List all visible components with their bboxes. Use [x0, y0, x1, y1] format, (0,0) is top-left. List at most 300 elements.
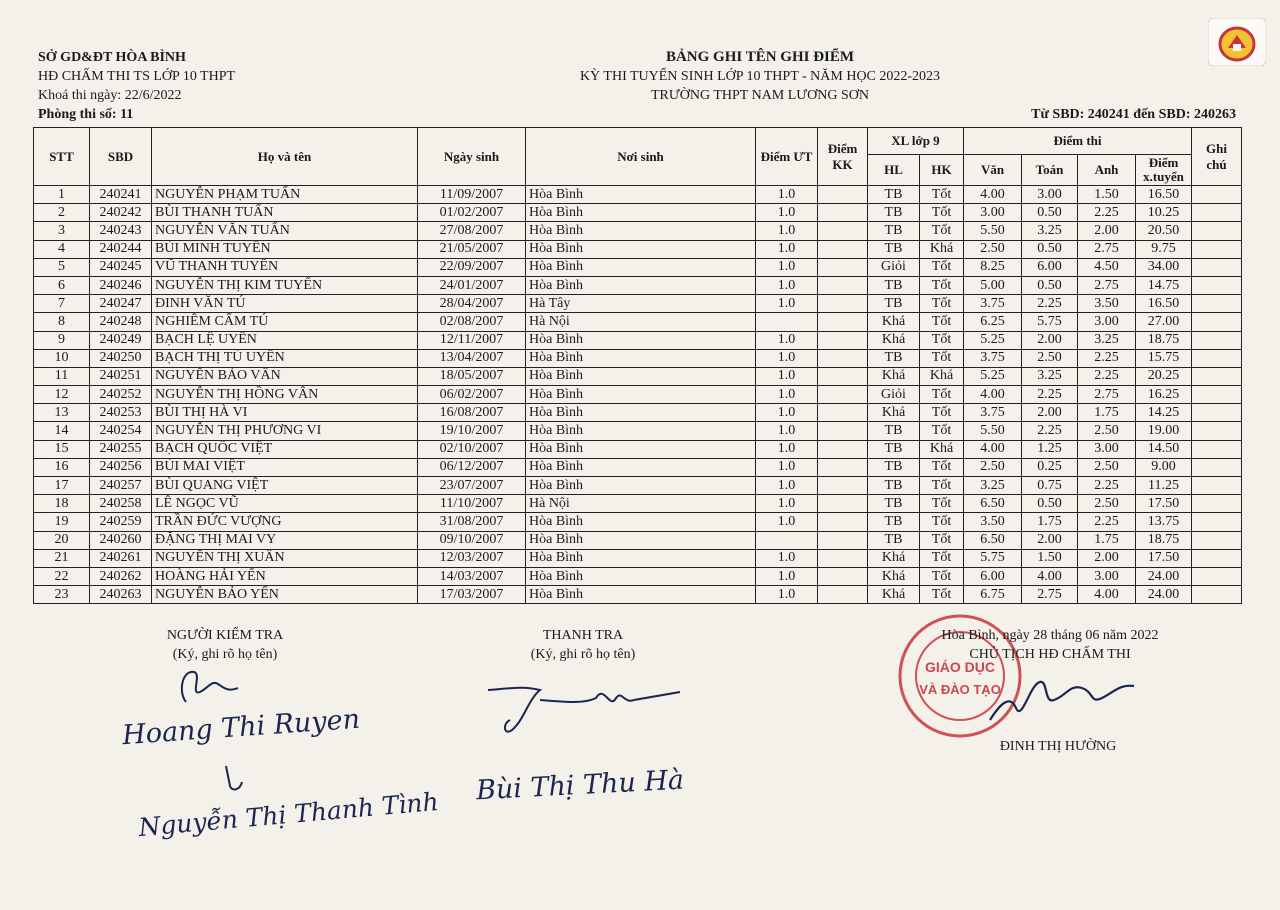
cell-kk — [818, 567, 868, 585]
cell-dob: 11/09/2007 — [418, 186, 526, 204]
cell-toan: 0.50 — [1022, 495, 1078, 513]
cell-anh: 2.25 — [1078, 349, 1136, 367]
cell-ut: 1.0 — [756, 440, 818, 458]
cell-hk: Tốt — [920, 331, 964, 349]
table-row — [34, 458, 1242, 476]
cell-hl: TB — [868, 186, 920, 204]
table-row — [34, 186, 1242, 204]
chair-name: ĐINH THỊ HƯỜNG — [999, 739, 1117, 754]
cell-dob: 13/04/2007 — [418, 349, 526, 367]
cell-van: 5.25 — [964, 367, 1022, 385]
cell-hl: TB — [868, 349, 920, 367]
cell-ut — [756, 531, 818, 549]
cell-kk — [818, 386, 868, 404]
cell-pob: Hà Nội — [526, 313, 756, 331]
cell-sbd: 240255 — [90, 440, 152, 458]
cell-hl: Khá — [868, 367, 920, 385]
cell-toan: 1.25 — [1022, 440, 1078, 458]
cell-sbd: 240258 — [90, 495, 152, 513]
cell-ut: 1.0 — [756, 386, 818, 404]
table-row — [34, 513, 1242, 531]
cell-pob: Hòa Bình — [526, 276, 756, 294]
cell-pob: Hòa Bình — [526, 222, 756, 240]
department-name: SỞ GD&ĐT HÒA BÌNH — [38, 50, 186, 65]
cell-hk: Tốt — [920, 276, 964, 294]
cell-sbd: 240249 — [90, 331, 152, 349]
cell-ghichu — [1192, 313, 1242, 331]
cell-hl: TB — [868, 495, 920, 513]
table-row — [34, 222, 1242, 240]
cell-ut: 1.0 — [756, 258, 818, 276]
cell-stt: 2 — [34, 204, 90, 222]
table-row — [34, 295, 1242, 313]
cell-hl: Khá — [868, 586, 920, 604]
table-row — [34, 422, 1242, 440]
inspector-initial-mark — [484, 680, 684, 740]
cell-sbd: 240245 — [90, 258, 152, 276]
cell-toan: 2.00 — [1022, 404, 1078, 422]
cell-name: HOÀNG HẢI YẾN — [152, 567, 418, 585]
cell-ut: 1.0 — [756, 586, 818, 604]
cell-van: 4.00 — [964, 186, 1022, 204]
cell-hk: Tốt — [920, 222, 964, 240]
cell-dob: 06/02/2007 — [418, 386, 526, 404]
table-row — [34, 386, 1242, 404]
score-table — [33, 127, 1242, 604]
cell-hk: Tốt — [920, 567, 964, 585]
cell-pob: Hòa Bình — [526, 513, 756, 531]
cell-xtuyen: 11.25 — [1136, 477, 1192, 495]
cell-name: NGHIÊM CẨM TÚ — [152, 313, 418, 331]
cell-toan: 0.75 — [1022, 477, 1078, 495]
cell-kk — [818, 186, 868, 204]
cell-anh: 2.75 — [1078, 240, 1136, 258]
cell-dob: 22/09/2007 — [418, 258, 526, 276]
col-sbd: SBD — [90, 128, 152, 186]
cell-hl: TB — [868, 240, 920, 258]
cell-name: BÙI MAI VIỆT — [152, 458, 418, 476]
cell-dob: 02/10/2007 — [418, 440, 526, 458]
cell-ghichu — [1192, 331, 1242, 349]
cell-anh: 4.00 — [1078, 586, 1136, 604]
col-pob: Nơi sinh — [526, 128, 756, 186]
cell-stt: 13 — [34, 404, 90, 422]
cell-hl: TB — [868, 295, 920, 313]
cell-sbd: 240243 — [90, 222, 152, 240]
cell-stt: 5 — [34, 258, 90, 276]
cell-xtuyen: 9.00 — [1136, 458, 1192, 476]
cell-anh: 3.00 — [1078, 567, 1136, 585]
cell-toan: 2.00 — [1022, 531, 1078, 549]
cell-anh: 2.25 — [1078, 367, 1136, 385]
cell-kk — [818, 331, 868, 349]
cell-sbd: 240262 — [90, 567, 152, 585]
cell-stt: 9 — [34, 331, 90, 349]
cell-hl: TB — [868, 477, 920, 495]
table-body — [34, 186, 1242, 604]
cell-ghichu — [1192, 276, 1242, 294]
cell-ut: 1.0 — [756, 549, 818, 567]
cell-sbd: 240260 — [90, 531, 152, 549]
cell-pob: Hòa Bình — [526, 240, 756, 258]
checker-initial-mark-2 — [214, 762, 254, 796]
cell-ut: 1.0 — [756, 513, 818, 531]
cell-toan: 2.25 — [1022, 386, 1078, 404]
cell-van: 5.50 — [964, 422, 1022, 440]
cell-anh: 1.50 — [1078, 186, 1136, 204]
cell-xtuyen: 16.50 — [1136, 186, 1192, 204]
table-row — [34, 567, 1242, 585]
cell-van: 5.25 — [964, 331, 1022, 349]
cell-ghichu — [1192, 477, 1242, 495]
cell-dob: 01/02/2007 — [418, 204, 526, 222]
cell-name: VŨ THANH TUYỀN — [152, 258, 418, 276]
cell-sbd: 240256 — [90, 458, 152, 476]
cell-dob: 12/11/2007 — [418, 331, 526, 349]
cell-name: BÙI THỊ HÀ VI — [152, 404, 418, 422]
col-xtuyen: Điểm x.tuyển — [1136, 155, 1192, 186]
col-xl: XL lớp 9 — [868, 128, 964, 155]
cell-kk — [818, 549, 868, 567]
cell-van: 3.00 — [964, 204, 1022, 222]
cell-name: ĐINH VĂN TÚ — [152, 295, 418, 313]
table-row — [34, 240, 1242, 258]
cell-dob: 27/08/2007 — [418, 222, 526, 240]
cell-stt: 1 — [34, 186, 90, 204]
table-row — [34, 331, 1242, 349]
cell-van: 5.75 — [964, 549, 1022, 567]
school-name: TRƯỜNG THPT NAM LƯƠNG SƠN — [651, 88, 869, 103]
council-name: HĐ CHẤM THI TS LỚP 10 THPT — [38, 69, 236, 84]
cell-xtuyen: 10.25 — [1136, 204, 1192, 222]
cell-name: BẠCH QUỐC VIỆT — [152, 440, 418, 458]
cell-ghichu — [1192, 422, 1242, 440]
cell-kk — [818, 222, 868, 240]
cell-ut: 1.0 — [756, 477, 818, 495]
cell-van: 6.50 — [964, 531, 1022, 549]
cell-toan: 2.50 — [1022, 349, 1078, 367]
cell-kk — [818, 404, 868, 422]
cell-hk: Tốt — [920, 349, 964, 367]
cell-xtuyen: 13.75 — [1136, 513, 1192, 531]
cell-ghichu — [1192, 440, 1242, 458]
cell-dob: 21/05/2007 — [418, 240, 526, 258]
cell-hk: Tốt — [920, 186, 964, 204]
cell-hl: TB — [868, 222, 920, 240]
cell-stt: 18 — [34, 495, 90, 513]
school-logo-icon — [1208, 18, 1266, 66]
cell-hk: Khá — [920, 440, 964, 458]
cell-sbd: 240250 — [90, 349, 152, 367]
cell-hk: Khá — [920, 367, 964, 385]
cell-dob: 28/04/2007 — [418, 295, 526, 313]
cell-name: BÙI THANH TUẤN — [152, 204, 418, 222]
cell-toan: 0.50 — [1022, 240, 1078, 258]
cell-kk — [818, 313, 868, 331]
col-ut: Điểm ƯT — [756, 128, 818, 186]
table-row — [34, 549, 1242, 567]
cell-name: NGUYỄN THỊ HỒNG VÂN — [152, 386, 418, 404]
cell-hk: Tốt — [920, 204, 964, 222]
cell-dob: 02/08/2007 — [418, 313, 526, 331]
cell-ghichu — [1192, 586, 1242, 604]
cell-name: NGUYỄN PHẠM TUẤN — [152, 186, 418, 204]
cell-hl: TB — [868, 531, 920, 549]
cell-pob: Hòa Bình — [526, 204, 756, 222]
document-subtitle: KỲ THI TUYỂN SINH LỚP 10 THPT - NĂM HỌC 2022-2023 — [579, 69, 941, 84]
cell-pob: Hòa Bình — [526, 331, 756, 349]
cell-dob: 19/10/2007 — [418, 422, 526, 440]
cell-ut: 1.0 — [756, 222, 818, 240]
cell-xtuyen: 34.00 — [1136, 258, 1192, 276]
cell-hk: Tốt — [920, 531, 964, 549]
chair-block — [900, 626, 1200, 664]
table-row — [34, 313, 1242, 331]
header-left — [38, 48, 235, 124]
cell-anh: 3.00 — [1078, 440, 1136, 458]
cell-hk: Tốt — [920, 495, 964, 513]
cell-hk: Tốt — [920, 458, 964, 476]
table-row — [34, 440, 1242, 458]
cell-ut: 1.0 — [756, 567, 818, 585]
cell-pob: Hòa Bình — [526, 440, 756, 458]
table-row — [34, 586, 1242, 604]
cell-van: 6.00 — [964, 567, 1022, 585]
cell-name: LÊ NGỌC VŨ — [152, 495, 418, 513]
cell-toan: 1.75 — [1022, 513, 1078, 531]
cell-van: 6.75 — [964, 586, 1022, 604]
cell-pob: Hòa Bình — [526, 258, 756, 276]
cell-stt: 10 — [34, 349, 90, 367]
cell-hl: TB — [868, 440, 920, 458]
cell-anh: 2.00 — [1078, 549, 1136, 567]
cell-ghichu — [1192, 222, 1242, 240]
cell-toan: 3.25 — [1022, 367, 1078, 385]
cell-toan: 3.25 — [1022, 222, 1078, 240]
cell-toan: 2.00 — [1022, 331, 1078, 349]
cell-dob: 11/10/2007 — [418, 495, 526, 513]
cell-xtuyen: 17.50 — [1136, 549, 1192, 567]
cell-sbd: 240261 — [90, 549, 152, 567]
cell-name: BẠCH THỊ TÚ UYÊN — [152, 349, 418, 367]
cell-anh: 2.25 — [1078, 204, 1136, 222]
cell-kk — [818, 422, 868, 440]
cell-anh: 2.75 — [1078, 276, 1136, 294]
cell-stt: 22 — [34, 567, 90, 585]
col-dob: Ngày sinh — [418, 128, 526, 186]
cell-stt: 12 — [34, 386, 90, 404]
cell-ut: 1.0 — [756, 295, 818, 313]
cell-dob: 31/08/2007 — [418, 513, 526, 531]
cell-sbd: 240241 — [90, 186, 152, 204]
cell-kk — [818, 295, 868, 313]
cell-toan: 1.50 — [1022, 549, 1078, 567]
cell-kk — [818, 495, 868, 513]
cell-anh: 2.50 — [1078, 495, 1136, 513]
cell-van: 5.50 — [964, 222, 1022, 240]
cell-pob: Hòa Bình — [526, 349, 756, 367]
table-row — [34, 349, 1242, 367]
cell-kk — [818, 367, 868, 385]
cell-toan: 2.25 — [1022, 295, 1078, 313]
cell-ut: 1.0 — [756, 204, 818, 222]
cell-stt: 3 — [34, 222, 90, 240]
cell-hl: TB — [868, 204, 920, 222]
cell-ut: 1.0 — [756, 422, 818, 440]
cell-kk — [818, 513, 868, 531]
cell-name: ĐẶNG THỊ MAI VY — [152, 531, 418, 549]
cell-sbd: 240259 — [90, 513, 152, 531]
cell-ghichu — [1192, 531, 1242, 549]
cell-xtuyen: 14.25 — [1136, 404, 1192, 422]
table-row — [34, 477, 1242, 495]
cell-stt: 16 — [34, 458, 90, 476]
cell-sbd: 240253 — [90, 404, 152, 422]
cell-kk — [818, 204, 868, 222]
col-ghichu: Ghi chú — [1192, 128, 1242, 186]
cell-hk: Tốt — [920, 404, 964, 422]
checker-block — [130, 626, 320, 664]
cell-toan: 2.25 — [1022, 422, 1078, 440]
cell-anh: 2.25 — [1078, 513, 1136, 531]
cell-anh: 3.25 — [1078, 331, 1136, 349]
cell-toan: 6.00 — [1022, 258, 1078, 276]
cell-stt: 19 — [34, 513, 90, 531]
cell-hk: Tốt — [920, 313, 964, 331]
cell-name: NGUYỄN THỊ KIM TUYẾN — [152, 276, 418, 294]
cell-stt: 7 — [34, 295, 90, 313]
cell-xtuyen: 17.50 — [1136, 495, 1192, 513]
cell-name: NGUYỄN THỊ PHƯƠNG VI — [152, 422, 418, 440]
checker-initial-mark — [168, 662, 248, 706]
cell-dob: 12/03/2007 — [418, 549, 526, 567]
cell-pob: Hòa Bình — [526, 549, 756, 567]
cell-pob: Hà Tây — [526, 295, 756, 313]
cell-sbd: 240252 — [90, 386, 152, 404]
cell-kk — [818, 458, 868, 476]
cell-ghichu — [1192, 404, 1242, 422]
cell-hk: Tốt — [920, 422, 964, 440]
cell-stt: 15 — [34, 440, 90, 458]
cell-stt: 20 — [34, 531, 90, 549]
cell-kk — [818, 258, 868, 276]
cell-name: BẠCH LỆ UYÊN — [152, 331, 418, 349]
cell-stt: 23 — [34, 586, 90, 604]
cell-xtuyen: 27.00 — [1136, 313, 1192, 331]
cell-hl: TB — [868, 276, 920, 294]
place-date: Hòa Bình, ngày 28 tháng 06 năm 2022 — [941, 628, 1159, 643]
cell-xtuyen: 18.75 — [1136, 331, 1192, 349]
col-anh: Anh — [1078, 155, 1136, 186]
cell-anh: 2.25 — [1078, 477, 1136, 495]
stamp-text-2: VÀ ĐÀO TẠO — [919, 682, 1001, 697]
cell-ghichu — [1192, 513, 1242, 531]
cell-ut: 1.0 — [756, 240, 818, 258]
cell-name: NGUYỄN BẢO YẾN — [152, 586, 418, 604]
chair-title: CHỦ TỊCH HĐ CHẤM THI — [969, 647, 1131, 662]
cell-anh: 2.75 — [1078, 386, 1136, 404]
cell-pob: Hòa Bình — [526, 531, 756, 549]
cell-xtuyen: 24.00 — [1136, 567, 1192, 585]
cell-ghichu — [1192, 240, 1242, 258]
inspector-signature: Bùi Thị Thu Hà — [475, 764, 685, 807]
cell-van: 3.75 — [964, 404, 1022, 422]
cell-anh: 4.50 — [1078, 258, 1136, 276]
cell-ut: 1.0 — [756, 186, 818, 204]
cell-van: 2.50 — [964, 240, 1022, 258]
cell-name: NGUYỄN VĂN TUẤN — [152, 222, 418, 240]
cell-xtuyen: 24.00 — [1136, 586, 1192, 604]
cell-pob: Hòa Bình — [526, 386, 756, 404]
cell-toan: 4.00 — [1022, 567, 1078, 585]
document-title: BẢNG GHI TÊN GHI ĐIỂM — [665, 49, 855, 65]
cell-hl: Khá — [868, 313, 920, 331]
cell-hl: TB — [868, 513, 920, 531]
cell-anh: 1.75 — [1078, 531, 1136, 549]
cell-ghichu — [1192, 458, 1242, 476]
cell-anh: 2.50 — [1078, 458, 1136, 476]
cell-toan: 0.50 — [1022, 276, 1078, 294]
cell-hk: Tốt — [920, 477, 964, 495]
cell-ut: 1.0 — [756, 331, 818, 349]
cell-sbd: 240263 — [90, 586, 152, 604]
cell-xtuyen: 20.50 — [1136, 222, 1192, 240]
cell-van: 6.25 — [964, 313, 1022, 331]
cell-stt: 21 — [34, 549, 90, 567]
cell-dob: 16/08/2007 — [418, 404, 526, 422]
cell-xtuyen: 16.50 — [1136, 295, 1192, 313]
cell-anh: 2.50 — [1078, 422, 1136, 440]
cell-ut: 1.0 — [756, 276, 818, 294]
cell-name: BÙI MINH TUYẾN — [152, 240, 418, 258]
stamp-text-1: GIÁO DỤC — [925, 659, 995, 675]
cell-dob: 23/07/2007 — [418, 477, 526, 495]
cell-van: 3.50 — [964, 513, 1022, 531]
cell-sbd: 240244 — [90, 240, 152, 258]
cell-hk: Tốt — [920, 386, 964, 404]
cell-ut — [756, 313, 818, 331]
col-van: Văn — [964, 155, 1022, 186]
cell-ghichu — [1192, 204, 1242, 222]
checker-title: NGƯỜI KIỂM TRA — [166, 628, 284, 643]
cell-ut: 1.0 — [756, 495, 818, 513]
cell-xtuyen: 14.50 — [1136, 440, 1192, 458]
table-row — [34, 404, 1242, 422]
cell-xtuyen: 9.75 — [1136, 240, 1192, 258]
cell-kk — [818, 240, 868, 258]
cell-van: 6.50 — [964, 495, 1022, 513]
cell-pob: Hòa Bình — [526, 586, 756, 604]
cell-hl: Khá — [868, 404, 920, 422]
cell-hl: Giỏi — [868, 258, 920, 276]
cell-dob: 24/01/2007 — [418, 276, 526, 294]
cell-name: TRẦN ĐỨC VƯỢNG — [152, 513, 418, 531]
cell-hk: Tốt — [920, 295, 964, 313]
cell-ut: 1.0 — [756, 349, 818, 367]
cell-sbd: 240246 — [90, 276, 152, 294]
table-row — [34, 367, 1242, 385]
cell-ghichu — [1192, 367, 1242, 385]
cell-dob: 14/03/2007 — [418, 567, 526, 585]
col-hl: HL — [868, 155, 920, 186]
inspector-block — [488, 626, 678, 664]
cell-name: NGUYỄN BẢO VÂN — [152, 367, 418, 385]
cell-anh: 3.50 — [1078, 295, 1136, 313]
room-number: Phòng thi số: 11 — [38, 107, 134, 122]
cell-hk: Tốt — [920, 549, 964, 567]
cell-van: 8.25 — [964, 258, 1022, 276]
cell-van: 4.00 — [964, 386, 1022, 404]
